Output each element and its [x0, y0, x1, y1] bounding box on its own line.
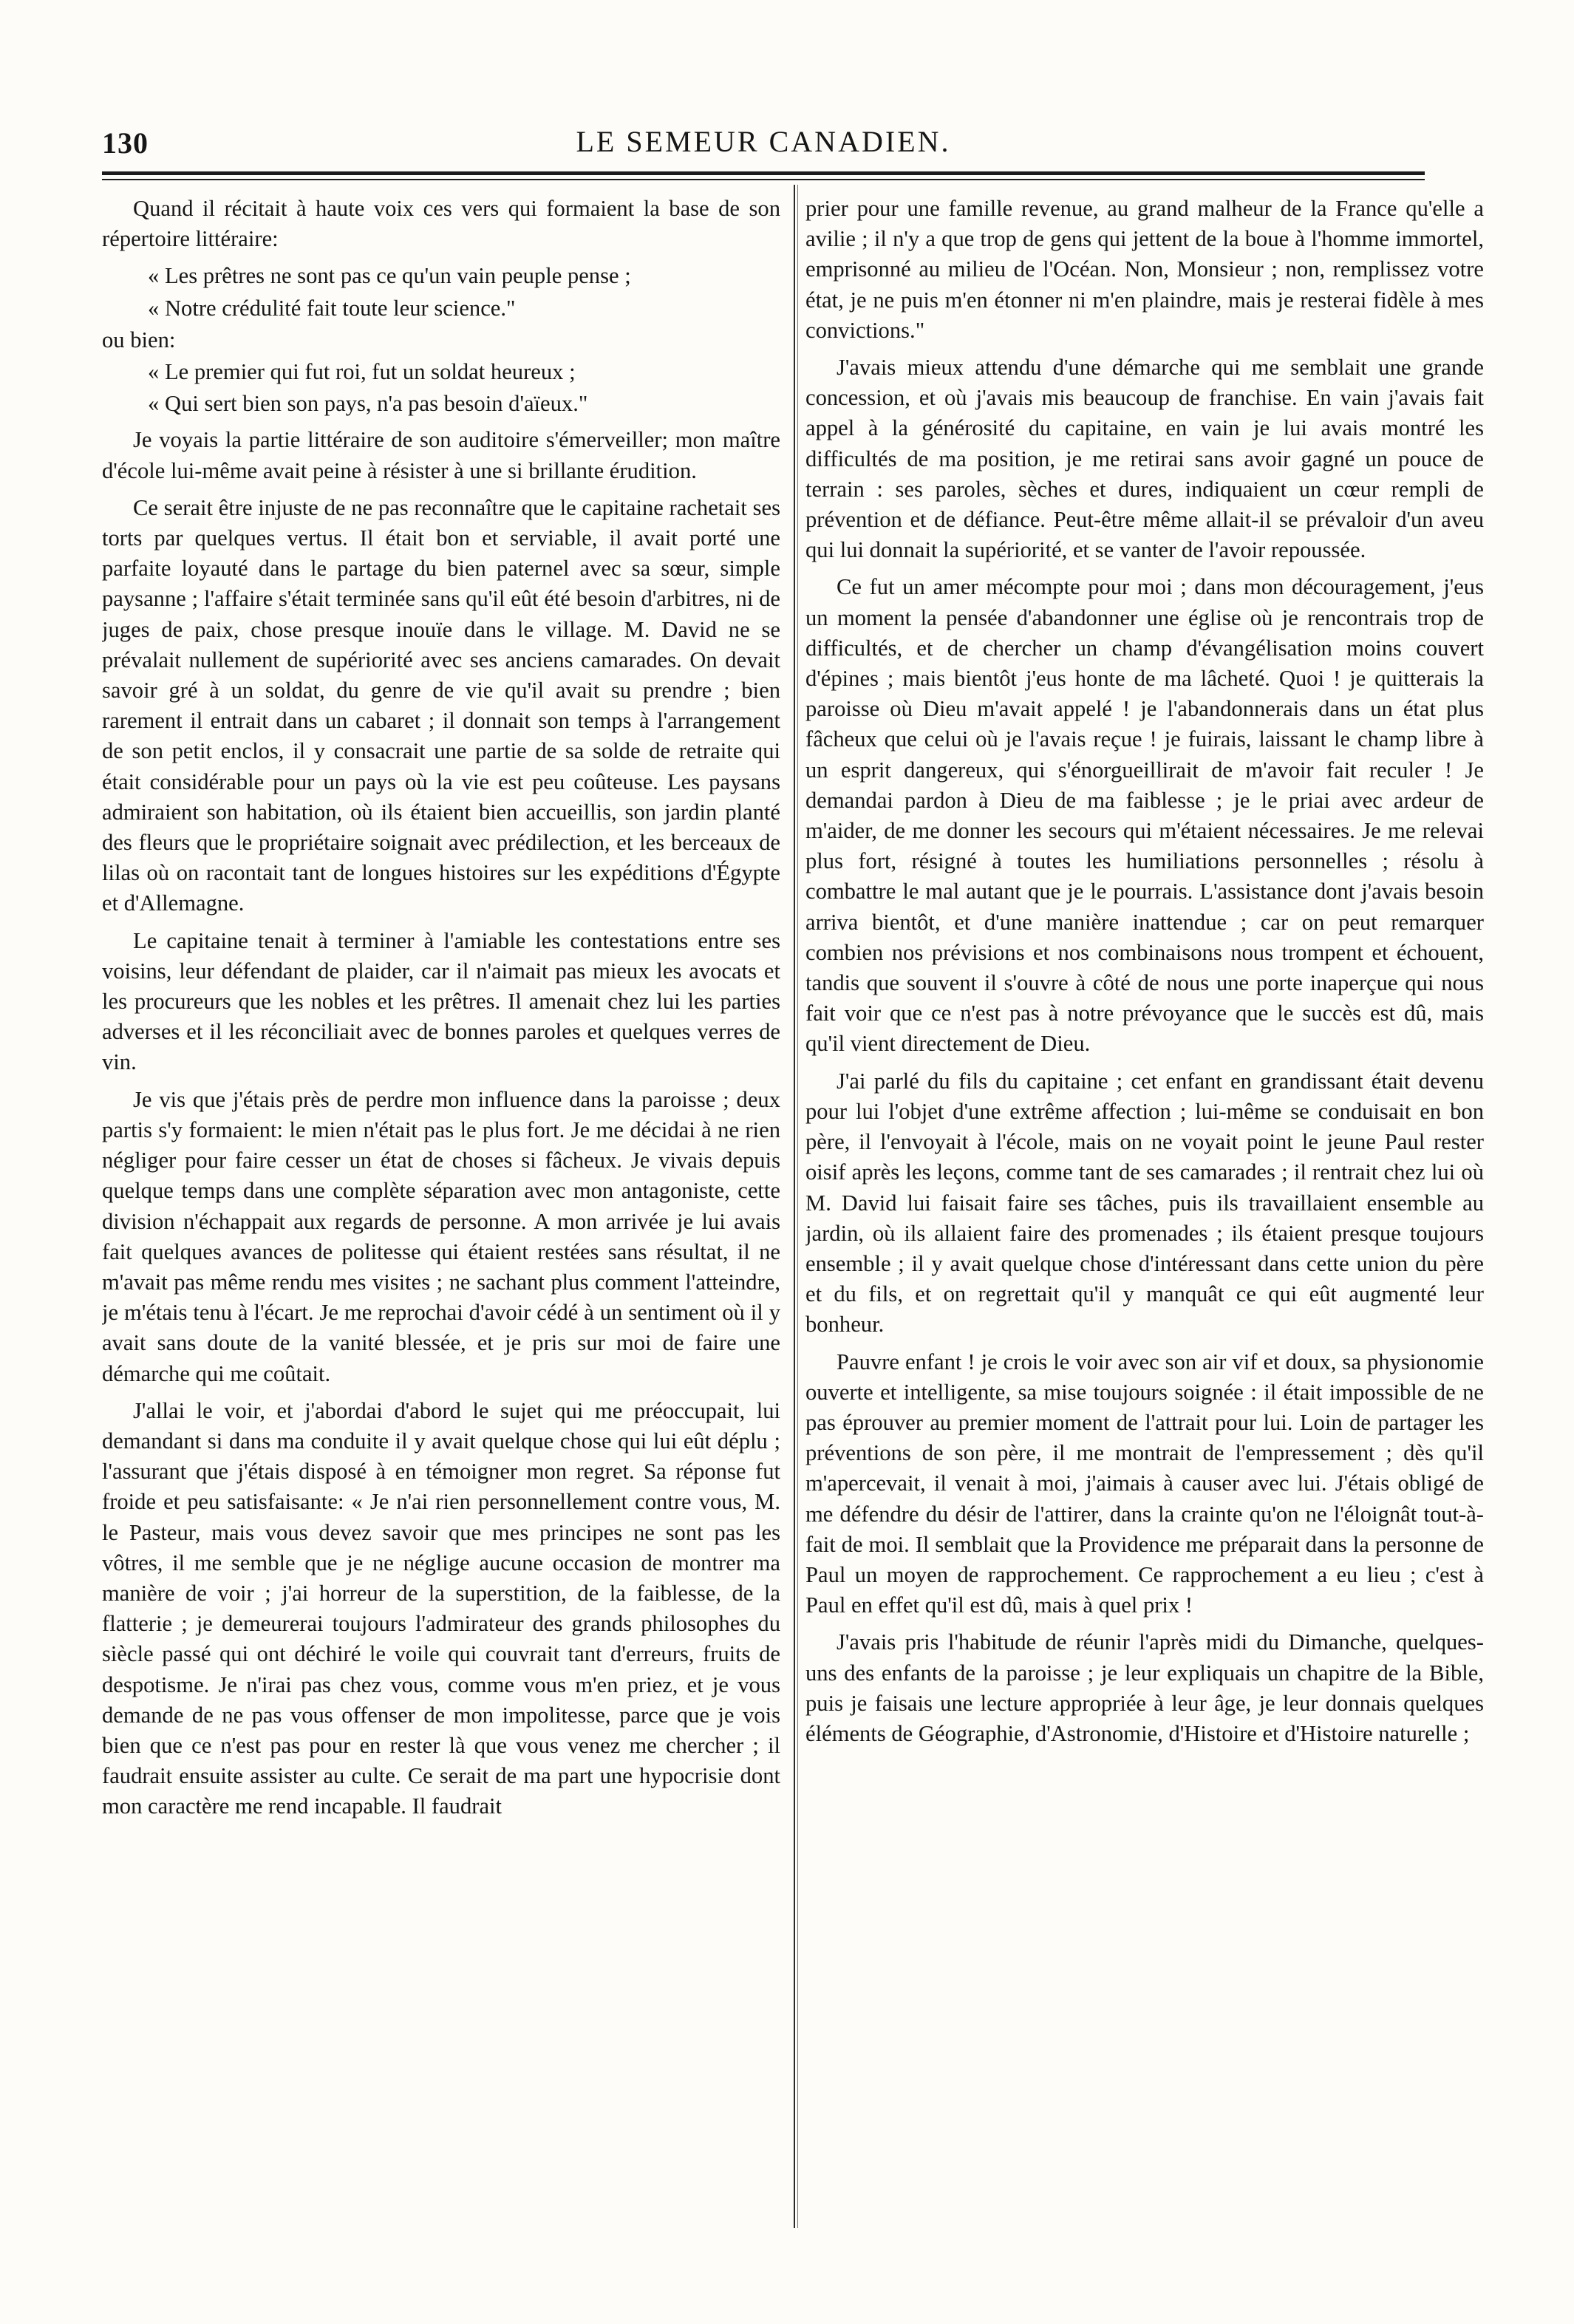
column-divider-thin	[797, 185, 798, 2228]
paragraph: J'avais mieux attendu d'une démarche qui me semblait une grande concession, et où j'avais mis beaucoup de franchise. En vain j'avais fait appel à la générosité du capitaine, en vain je lui avais montré les difficultés de ma position, je me retirai sans avoir gagné un pouce de terrain : ses paroles, sèches et dures, indiquaient un cœur rempli de prévention et de défiance. Peut-être même allait-il se prévaloir d'un aveu qui lui donnait la supériorité, et se vanter de l'avoir repoussée.	[805, 355, 1484, 563]
verse-line: « Les prêtres ne sont pas ce qu'un vain peuple pense ;	[148, 263, 631, 289]
paragraph: prier pour une famille revenue, au grand malheur de la France qu'elle a avilie ; il n'y a que trop de gens qui jettent de la boue à l'homme immortel, emprisonné au milieu de l'Océan. Non, Monsieur ; non, remplissez votre état, je ne puis m'en étonner ni m'en plaindre, mais je resterai fidèle à mes convictions."	[805, 196, 1484, 343]
paragraph: Le capitaine tenait à terminer à l'amiable les contestations entre ses voisins, leur défendant de plaider, car il n'aimait pas mieux les avocats et les procureurs que les nobles et les prêtres. Il amenait chez lui les parties adverses et il les réconciliait avec de bonnes paroles et quelques verres de vin.	[102, 927, 780, 1075]
header-rule-thin	[102, 179, 1425, 180]
paragraph: J'avais pris l'habitude de réunir l'après midi du Dimanche, quelques-uns des enfants de la paroisse ; je leur expliquais un chapitre de la Bible, puis je faisais une lecture appropriée à leur âge, je leur donnais quelques éléments de Géographie, d'Astronomie, d'Histoire et d'Histoire naturelle ;	[805, 1629, 1484, 1746]
verse-line: « Qui sert bien son pays, n'a pas besoin d'aïeux."	[148, 391, 588, 417]
paragraph: Ce fut un amer mécompte pour moi ; dans mon découragement, j'eus un moment la pensée d'abandonner une église où je rencontrais trop de difficultés, et de chercher un champ d'évangélisation moins couvert d'épines ; mais bientôt j'eus honte de ma lâcheté. Quoi ! je quitterais la paroisse où Dieu m'avait appelé ! je l'abandonnerais dans un état plus fâcheux que celui où je l'avais reçue ! je fuirais, laissant le champ libre à un esprit dangereux, qui s'énorgueillirait de m'avoir fait reculer ! Je demandai pardon à Dieu de ma faiblesse ; je le priai avec ardeur de m'aider, de me donner les secours qui m'étaient nécessaires. Je me relevai plus fort, résigné à toutes les humiliations personnelles ; résolu à combattre le mal autant que je le pourrais. L'assistance dont j'avais besoin arriva bientôt, et d'une manière inattendue ; car on peut remarquer combien nos prévisions et nos combinaisons nous trompent et échouent, tandis que souvent il s'ouvre à côté de nous une porte inaperçue qui nous fait voir que ce n'est pas à notre prévoyance que le succès est dû, mais qu'il vient directement de Dieu.	[805, 574, 1484, 1057]
paragraph: J'ai parlé du fils du capitaine ; cet enfant en grandissant était devenu pour lui l'objet d'une extrême affection ; lui-même se conduisait en bon père, il l'envoyait à l'école, mais on ne voyait point le jeune Paul rester oisif après les leçons, comme tant de ses camarades ; il rentrait chez lui où M. David lui faisait faire ses tâches, puis ils travaillaient ensemble au jardin, où ils allaient faire des promenades ; ils étaient presque toujours ensemble ; il y avait quelque chose d'intéressant dans cette union du père et du fils, et on regrettait qu'il y manquât ce qui eût augmenté leur bonheur.	[805, 1068, 1484, 1338]
verse-line: « Le premier qui fut roi, fut un soldat heureux ;	[148, 359, 576, 385]
header-rule-thick	[102, 171, 1425, 175]
page-number: 130	[102, 126, 149, 160]
verse-line: « Notre crédulité fait toute leur science."	[148, 295, 516, 321]
paragraph: Ce serait être injuste de ne pas reconnaître que le capitaine rachetait ses torts par quelques vertus. Il était bon et serviable, il avait porté une parfaite loyauté dans le partage du bien paternel avec sa sœur, simple paysanne ; l'affaire s'était terminée sans qu'il eût été besoin d'arbitres, ni de juges de paix, chose presque inouïe dans le village. M. David ne se prévalait nullement de supériorité avec ses anciens camarades. On devait savoir gré à un soldat, du genre de vie qu'il avait su prendre ; bien rarement il entrait dans un cabaret ; il donnait son temps à l'arrangement de son petit enclos, il y consacrait une partie de sa solde de retraite qui était considérable pour un pays où la vie est peu coûteuse. Les paysans admiraient son habitation, où ils étaient bien accueillis, son jardin planté des fleurs que le propriétaire soignait avec prédilection, et les berceaux de lilas où on racontait tant de longues histoires sur les expéditions d'Égypte et d'Allemagne.	[102, 494, 780, 916]
verse-connector: ou bien:	[102, 327, 176, 352]
running-title: LE SEMEUR CANADIEN.	[576, 125, 951, 158]
paragraph: Quand il récitait à haute voix ces vers qui formaient la base de son répertoire littéraire:	[102, 196, 780, 252]
column-divider	[794, 185, 795, 2228]
right-column	[805, 194, 1484, 2263]
left-column	[102, 194, 780, 2263]
page-header	[102, 124, 1425, 168]
paragraph: Pauvre enfant ! je crois le voir avec son air vif et doux, sa physionomie ouverte et intelligente, sa mise toujours soignée : il était impossible de ne pas éprouver au premier moment de l'attrait pour lui. Loin de partager les préventions de son père, il me montrait de l'empressement ; dès qu'il m'apercevait, il venait à moi, j'aimais à causer avec lui. J'étais obligé de me défendre du désir de l'attirer, dans la crainte qu'on ne l'éloignât tout-à-fait de moi. Il semblait que la Providence me préparait dans la personne de Paul un moyen de rapprochement. Ce rapprochement a eu lieu ; c'est à Paul en effet qu'il est dû, mais à quel prix !	[805, 1349, 1484, 1618]
paragraph: Je voyais la partie littéraire de son auditoire s'émerveiller; mon maître d'école lui-même avait peine à résister à une si brillante érudition.	[102, 427, 780, 483]
paragraph: Je vis que j'étais près de perdre mon influence dans la paroisse ; deux partis s'y formaient: le mien n'était pas le plus fort. Je me décidai à ne rien négliger pour faire cesser un état de choses si fâcheux. Je vivais depuis quelque temps dans une complète séparation avec mon antagoniste, cette division n'échappait aux regards de personne. A mon arrivée je lui avais fait quelques avances de politesse qui étaient restées sans résultat, il ne m'avait pas même rendu mes visites ; ne sachant plus comment l'atteindre, je m'étais tenu à l'écart. Je me reprochai d'avoir cédé à un sentiment où il y avait sans doute de la vanité blessée, et je pris sur moi de faire une démarche qui me coûtait.	[102, 1086, 780, 1386]
paragraph: J'allai le voir, et j'abordai d'abord le sujet qui me préoccupait, lui demandant si dans ma conduite il y avait quelque chose qui lui eût déplu ; l'assurant que j'étais disposé à en témoigner mon regret. Sa réponse fut froide et peu satisfaisante: « Je n'ai rien personnellement contre vous, M. le Pasteur, mais vous devez savoir que mes principes ne sont pas les vôtres, il me semble que je ne néglige aucune occasion de montrer ma manière de voir ; j'ai horreur de la superstition, de la faiblesse, de la flatterie ; je demeurerai toujours l'admirateur des grands philosophes du siècle passé qui ont déchiré le voile qui couvrait tant d'erreurs, fruits de despotisme. Je n'irai pas chez vous, comme vous m'en priez, et je vous demande de ne pas vous offenser de mon impolitesse, parce que je vois bien que ce n'est pas pour en rester là que vous venez me chercher ; il faudrait ensuite assister au culte. Ce serait de ma part une hypocrisie dont mon caractère me rend incapable. Il faudrait	[102, 1397, 780, 1819]
